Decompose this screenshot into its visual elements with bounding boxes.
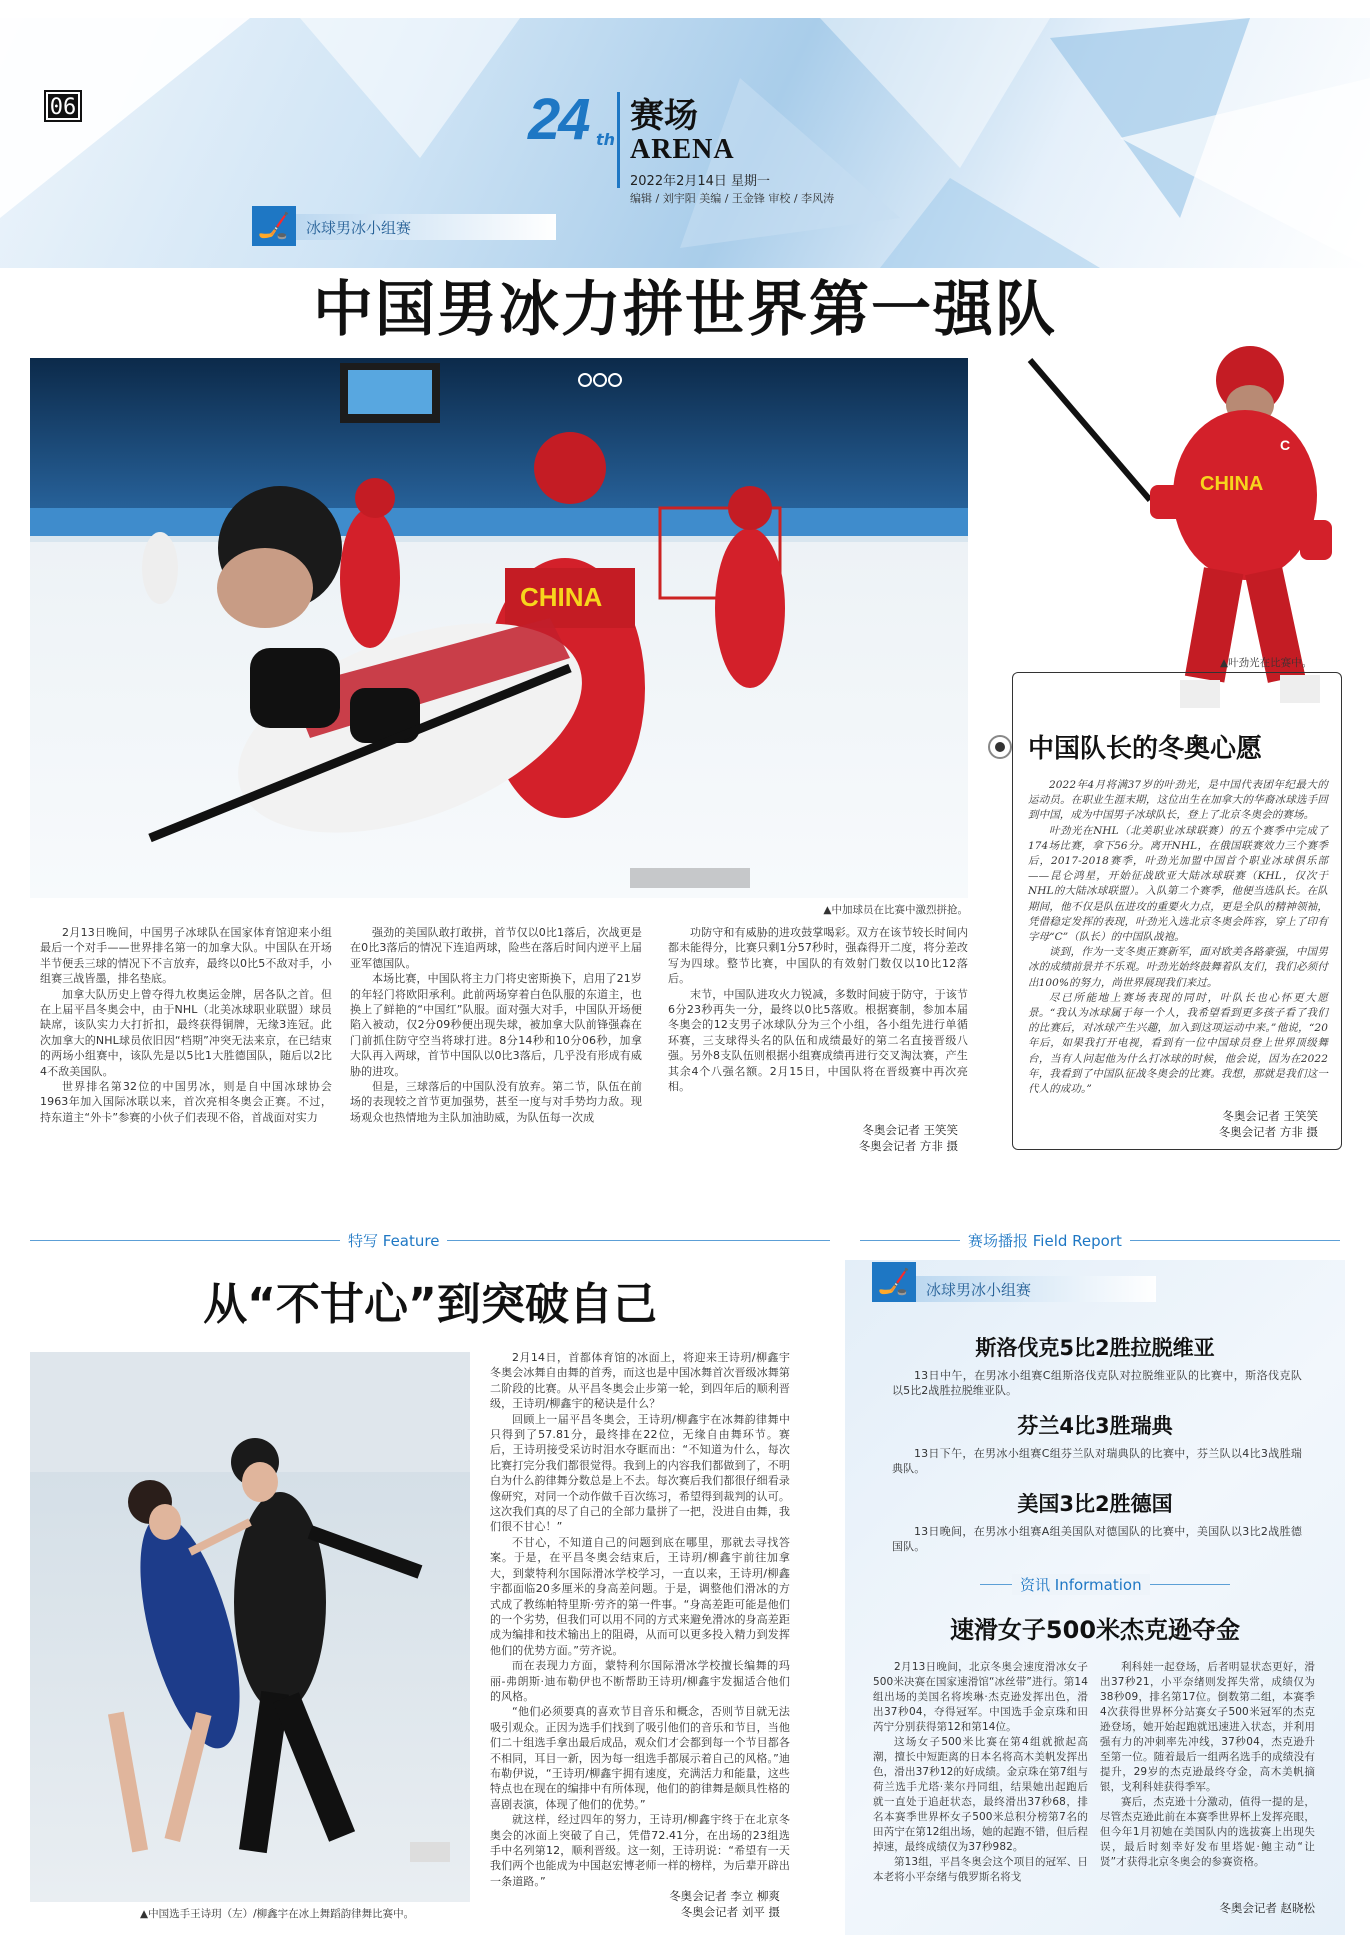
feature-credit	[490, 1888, 780, 1920]
sidebar-credit	[1028, 1108, 1318, 1140]
hockey-match-illustration	[30, 358, 968, 898]
side-photo-caption: ▲叶劲光在比赛中。	[1220, 657, 1313, 669]
hockey-icon: 🏒	[252, 206, 296, 246]
top-story-paragraph: 强劲的美国队敢打敢拼，首节仅以0比1落后，次战更是在0比3落后的情况下连追两球，险些在落后时间内逆平上届亚军德国队。	[350, 926, 642, 970]
feature-section-label: 特写 Feature	[340, 1230, 447, 1251]
top-story-headline: 中国男冰力拼世界第一强队	[313, 275, 1057, 345]
info-credit: 冬奥会记者 赵晓松	[1219, 1901, 1315, 1915]
info-paragraph: 这场女子500米比赛在第4组就掀起高潮，擅长中短距离的日本名将高木美帆发挥出色，滑出37秒12的好成绩。金京珠在第7组与荷兰选手尤塔·莱尔丹同组，结果她出起跑后就一直处于追赶状态，最终滑出37秒68，排名本赛季世界杯女子500米总积分榜第7名的田芮宁在第12组出场，她的起跑不错，但后程掉速，最终成绩仅为37秒982。	[873, 1736, 1088, 1853]
page-number: 06	[44, 90, 82, 122]
report-3-body	[892, 1524, 1302, 1555]
feature-paragraph: 回顾上一届平昌冬奥会，王诗玥/柳鑫宇在冰舞韵律舞中只得到了57.81分，最终排在22位，无缘自由舞环节。赛后，王诗玥接受采访时泪水夺眶而出：“不知道为什么，每次比赛打完分我们都很觉得。我到上的内容我们都做到了，不明白为什么韵律舞分数总是上不去。每次赛后我们都很仔细看录像研究，对同一个动作做千百次练习，希望得到裁判的认可。这次我们真的尽了自己的全部力量拼了一把，没进自由舞，我们很不甘心！”	[490, 1412, 790, 1534]
top-story-photographer: 冬奥会记者 方非 摄	[858, 1139, 958, 1153]
sidebar-paragraph: 叶劲光在NHL（北美职业冰球联赛）的五个赛季中完成了174场比赛，拿下56分。离开NHL，在俄国联赛效力三个赛季后，2017-2018赛季，叶劲光加盟中国首个职业冰球俱乐部——昆仑鸿星，开始征战欧亚大陆冰球联赛（KHL，仅次于NHL的大陆冰球联盟）。入队第二个赛季，他便当选队长。在队期间，他不仅是队伍进攻的重要火力点，更是全队的精神领袖，凭借稳定发挥的表现，叶劲光入选北京冬奥会阵容，穿上了印有字母“C”（队长）的中国队战袍。	[1028, 824, 1328, 944]
feature-headline: 从“不甘心”到突破自己	[203, 1279, 657, 1330]
hockey-puck-icon	[988, 735, 1012, 759]
feature-photographer: 冬奥会记者 刘平 摄	[680, 1905, 780, 1919]
feature-photo-caption: ▲中国选手王诗玥（左）/柳鑫宇在冰上舞蹈韵律舞比赛中。	[140, 1908, 415, 1920]
svg-text:CHINA: CHINA	[1200, 473, 1264, 495]
feature-body	[490, 1350, 790, 1889]
masthead-24: 24	[528, 87, 589, 152]
report-2-body	[892, 1446, 1302, 1477]
masthead-th: th	[596, 130, 616, 149]
svg-text:C: C	[1280, 437, 1291, 453]
sidebar-paragraph: 2022年4月将满37岁的叶劲光，是中国代表团年纪最大的运动员。在职业生涯末期，这位出生在加拿大的华裔冰球选手回到中国，成为中国男子冰球队长，登上了北京冬奥会的赛场。	[1028, 779, 1328, 822]
masthead-divider	[617, 92, 620, 188]
top-story-column-2	[350, 925, 642, 1125]
report-3-title: 美国3比2胜德国	[1017, 1492, 1173, 1516]
top-story-paragraph: 但是，三球落后的中国队没有放弃。第二节，队伍在前场的表现较之首节更加强势，甚至一度与对手势均力敌。现场观众也热情地为主队加油助威，为队伍每一次成	[350, 1080, 642, 1124]
main-photo-caption: ▲中加球员在比赛中激烈拼抢。	[823, 904, 968, 916]
info-column-1	[873, 1660, 1088, 1885]
sidebar-title: 中国队长的冬奥心愿	[1028, 734, 1263, 764]
top-story-paragraph: 世界排名第32位的中国男冰，则是自中国冰球协会1963年加入国际冰联以来，首次亮相冬奥会正赛。不过，持东道主“外卡”参赛的小伙子们表现不俗，首战面对实力	[40, 1080, 332, 1124]
field-report-section-label: 赛场播报 Field Report	[960, 1230, 1130, 1251]
top-story-tag	[296, 214, 556, 240]
hockey-icon: 🏒	[872, 1262, 916, 1302]
top-story-credit	[668, 1122, 958, 1154]
section-title-en: ARENA	[630, 134, 735, 165]
feature-photo	[30, 1352, 470, 1902]
info-paragraph: 2月13日晚间，北京冬奥会速度滑冰女子500米决赛在国家速滑馆“冰丝带”进行。第14组出场的美国名将埃琳·杰克逊发挥出色，滑出37秒04，夺得冠军。中国选手金京珠和田芮宁分别获得第12和第14位。	[873, 1661, 1088, 1733]
feature-paragraph: 不甘心，不知道自己的问题到底在哪里，那就去寻找答案。于是，在平昌冬奥会结束后，王诗玥/柳鑫宇前往加拿大，到蒙特利尔国际滑冰学校学习，一直以来，王诗玥/柳鑫宇都面临20多厘米的身高差问题。于是，调整他们滑冰的方式成了教练帕特里斯·劳齐的第一件事。“身高差距可能是他们的一个劣势，但我们可以用不同的方式来避免滑冰的身高差距成为编排和技术输出上的阻碍，从而可以更多投入精力到发挥他们的优势方面。”劳齐说。	[490, 1535, 790, 1657]
feature-paragraph: 就这样，经过四年的努力，王诗玥/柳鑫宇终于在北京冬奥会的冰面上突破了自己，凭借72.41分，在出场的23组选手中名列第12，顺利晋级。这一刻，王诗玥说：“希望有一天我们两个也能成为中国赵宏博老师一样的榜样，为后辈开辟出一条道路。”	[490, 1813, 790, 1888]
editors-line: 编辑 / 刘宇阳 美编 / 王金锋 审校 / 李风涛	[630, 192, 835, 205]
sidebar-photographer: 冬奥会记者 方非 摄	[1218, 1125, 1318, 1139]
main-photo	[30, 358, 968, 898]
feature-paragraph: 而在表现力方面，蒙特利尔国际滑冰学校擅长编舞的玛丽-弗朗斯·迪布勒伊也不断帮助王诗玥/柳鑫宇发掘适合他们的风格。	[490, 1659, 790, 1703]
issue-date: 2022年2月14日 星期一	[630, 174, 771, 189]
info-section-label: 资讯 Information	[1012, 1574, 1150, 1595]
svg-text:CHINA: CHINA	[520, 582, 603, 612]
top-story-column-3	[668, 925, 968, 1094]
feature-paragraph: 2月14日，首都体育馆的冰面上，将迎来王诗玥/柳鑫宇冬奥会冰舞自由舞的首秀，而这也是中国冰舞首次晋级冰舞第二阶段的比赛。从平昌冬奥会止步第一轮，到四年后的顺利晋级，王诗玥/柳鑫宇的秘诀是什么？	[490, 1351, 790, 1411]
info-paragraph: 赛后，杰克逊十分激动，值得一提的是，尽管杰克逊此前在本赛季世界杯上发挥亮眼，但今年1月初她在美国队内的选拔赛上出现失误，最后时刻幸好发布里塔妮·鲍主动“让贤”才获得北京冬奥会的参赛资格。	[1100, 1796, 1315, 1868]
report-1-title: 斯洛伐克5比2胜拉脱维亚	[975, 1336, 1215, 1360]
report-paragraph: 13日晚间，在男冰小组赛A组美国队对德国队的比赛中，美国队以3比2战胜德国队。	[892, 1525, 1302, 1554]
top-story-tag-label: 冰球男冰小组赛	[306, 219, 412, 237]
feature-paragraph: “他们必须要真的喜欢节目音乐和概念，否则节目就无法吸引观众。正因为选手们找到了吸引他们的音乐和节目，当他们二十组选手拿出最后成品，观众们才会都到每一个节目都各不相同，耳目一新，因为每一组选手都展示着自己的风格。”迪布勒伊说，“王诗玥/柳鑫宇拥有速度，充满活力和能量，这些特点也在现在的编排中有所体现，他们的韵律舞是颇具性格的喜剧表演，体现了他们的优势。”	[490, 1705, 790, 1811]
info-column-2	[1100, 1660, 1315, 1870]
sidebar-body	[1028, 778, 1328, 1097]
section-title-cn: 赛场	[630, 96, 698, 136]
top-story-paragraph: 2月13日晚间，中国男子冰球队在国家体育馆迎来小组最后一个对手——世界排名第一的加拿大队。中国队在开场半节便丢三球的情况下不言放弃，最终以0比5不敌对手，小组赛三战皆墨，排名垫底。	[40, 926, 332, 986]
report-1-body	[892, 1368, 1302, 1399]
report-paragraph: 13日中午，在男冰小组赛C组斯洛伐克队对拉脱维亚队的比赛中，斯洛伐克队以5比2战胜拉脱维亚队。	[892, 1369, 1302, 1398]
top-story-paragraph: 末节，中国队进攻火力锐减，多数时间疲于防守，于该节6分23秒再失一分，最终以0比5落败。根据赛制，参加本届冬奥会的12支男子冰球队分为三个小组，各小组先进行单循环赛，三支球得头名的队伍和成绩最好的第二名直接晋级八强。另外8支队伍则根据小组赛成绩再进行交叉淘汰赛，产生其余4个八强名额。2月15日，中国队将在晋级赛中再次亮相。	[668, 987, 968, 1094]
ice-dance-illustration	[30, 1352, 470, 1902]
report-paragraph: 13日下午，在男冰小组赛C组芬兰队对瑞典队的比赛中，芬兰队以4比3战胜瑞典队。	[892, 1447, 1302, 1476]
field-report-tag-label: 冰球男冰小组赛	[926, 1281, 1032, 1299]
top-story-column-1	[40, 925, 332, 1125]
feature-reporter: 冬奥会记者 李立 柳爽	[669, 1889, 780, 1903]
top-story-paragraph: 功防守和有威胁的进攻鼓掌喝彩。双方在该节较长时间内都未能得分，比赛只剩1分57秒时，强森得开二度，将分差改写为四球。整节比赛，中国队的有效射门数仅以10比12落后。	[668, 926, 968, 986]
top-story-paragraph: 加拿大队历史上曾夺得九枚奥运金牌，居各队之首。但在上届平昌冬奥会中，由于NHL（北美冰球职业联盟）球员缺席，该队实力大打折扣，最终获得铜牌，无缘3连冠。此次加拿大的NHL球员依旧因“档期”冲突无法来京，在已结束的两场小组赛中，该队先是以5比1大胜德国队，随后以2比4不敌美国队。	[40, 987, 332, 1078]
sidebar-reporter: 冬奥会记者 王笑笑	[1222, 1109, 1318, 1123]
info-paragraph: 利科娃一起登场，后者明显状态更好，滑出37秒21，小平奈绪则发挥失常，成绩仅为38秒09，排名第17位。倒数第二组，本赛季4次获得世界杯分站赛女子500米冠军的杰克逊登场，她开始起跑就迅速进入状态，并利用强有力的冲刺率先冲线，37秒04，杰克逊升至第一位。随着最后一组两名选手的成绩没有提升，29岁的杰克逊最终夺金，高木美帆摘银，戈利科娃获得季军。	[1100, 1661, 1315, 1793]
info-paragraph: 第13组，平昌冬奥会这个项目的冠军、日本老将小平奈绪与俄罗斯名将戈	[873, 1856, 1088, 1883]
top-story-paragraph: 本场比赛，中国队将主力门将史密斯换下，启用了21岁的年轻门将欧阳承利。此前两场穿着白色队服的东道主，也换上了鲜艳的“中国红”队服。面对强大对手，中国队开场便陷入被动，仅2分09秒便出现失球，被加拿大队前锋强森在门前抓住防守空当将球打进。8分14秒和10分06秒，加拿大队再入两球，首节中国队以0比3落后，几乎没有形成有威胁的进攻。	[350, 972, 642, 1078]
sidebar-paragraph: 尽已所能地上赛场表现的同时，叶队长也心怀更大愿景。“我认为冰球属于每一个人，我希望看到更多孩子看了我们的比赛后，对冰球产生兴趣，加入到这项运动中来。”他说，“20年后，如果我打开电视，看到有一位中国球员登上世界顶级舞台，当有人问起他为什么打冰球的时候，他会说，因为在2022年，我看到了中国队征战冬奥会的比赛。我想，那就是我们这一代人的成功。”	[1028, 991, 1328, 1096]
top-story-reporter: 冬奥会记者 王笑笑	[862, 1123, 958, 1137]
field-report-tag	[916, 1276, 1156, 1302]
report-2-title: 芬兰4比3胜瑞典	[1017, 1414, 1173, 1438]
info-headline: 速滑女子500米杰克逊夺金	[949, 1616, 1241, 1644]
sidebar-paragraph: 谈到，作为一支冬奥正赛新军，面对欧美各路豪强，中国男冰的成绩前景并不乐观。叶劲光始终鼓舞着队友们，我们必须付出100%的努力，尚世界展现我们来过。	[1028, 946, 1328, 989]
